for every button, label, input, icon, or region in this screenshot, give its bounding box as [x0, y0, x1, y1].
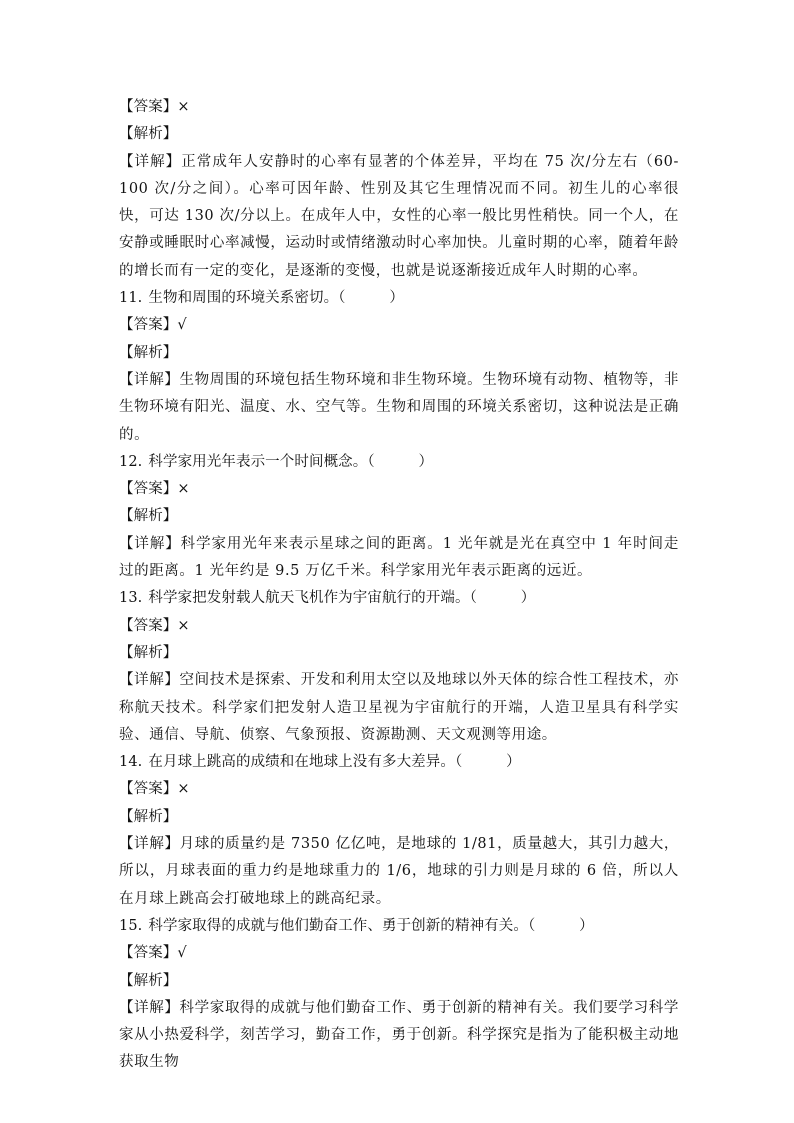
analysis-tag: 【解析】 — [119, 808, 178, 825]
analysis-tag: 【解析】 — [119, 508, 178, 525]
answer-line — [119, 940, 679, 967]
question-text: 科学家取得的成就与他们勤奋工作、勇于创新的精神有关。（ ） — [148, 917, 594, 934]
answer-line — [119, 613, 679, 640]
answer-value: × — [177, 481, 190, 498]
analysis-heading — [119, 503, 679, 530]
detail-tag: 【详解】 — [119, 672, 180, 689]
question-number: 12. — [119, 453, 143, 470]
question-number: 14. — [119, 754, 143, 771]
detail-paragraph — [119, 831, 679, 913]
detail-paragraph — [119, 149, 679, 285]
answer-tag: 【答案】 — [119, 481, 178, 498]
question-text: 科学家用光年表示一个时间概念。（ ） — [148, 453, 434, 470]
answer-value: √ — [177, 317, 187, 334]
analysis-heading — [119, 121, 679, 148]
answer-tag: 【答案】 — [119, 617, 178, 634]
question-line — [119, 749, 679, 776]
analysis-tag: 【解析】 — [119, 126, 178, 143]
analysis-heading — [119, 968, 679, 995]
question-text: 生物和周围的环境关系密切。（ ） — [148, 290, 404, 307]
document-content — [119, 94, 679, 1077]
question-text: 科学家把发射载人航天飞机作为宇宙航行的开端。（ ） — [148, 590, 536, 607]
answer-line — [119, 476, 679, 503]
detail-paragraph — [119, 531, 679, 586]
analysis-heading — [119, 340, 679, 367]
answer-value: × — [177, 781, 190, 798]
detail-text: 生物周围的环境包括生物环境和非生物环境。生物环境有动物、植物等，非生物环境有阳光、温度、水、空气等。生物和周围的环境关系密切，这种说法是正确的。 — [119, 371, 679, 443]
detail-tag: 【详解】 — [119, 371, 180, 388]
answer-value: × — [177, 99, 190, 115]
answer-tag: 【答案】 — [119, 99, 178, 115]
detail-text: 正常成年人安静时的心率有显著的个体差异，平均在 75 次/分左右（60-100 次/分之间）。心率可因年龄、性别及其它生理情况而不同。初生儿的心率很快，可达 130 次/分以上。在成年人中，女性的心率一般比男性稍快。同一个人，在安静或睡眠时心率减慢，运动时或情绪激动时心率加快。儿童时期的心率，随着年龄的增长而有一定的变化，是逐渐的变慢，也就是说逐渐接近成年人时期的心率。 — [119, 153, 679, 279]
question-number: 11. — [119, 290, 143, 307]
answer-line — [119, 94, 679, 121]
detail-text: 科学家取得的成就与他们勤奋工作、勇于创新的精神有关。我们要学习科学家从小热爱科学，刻苦学习，勤奋工作，勇于创新。科学探究是指为了能积极主动地获取生物 — [119, 999, 679, 1071]
question-line — [119, 585, 679, 612]
detail-paragraph — [119, 995, 679, 1077]
analysis-tag: 【解析】 — [119, 344, 178, 361]
question-number: 15. — [119, 917, 143, 934]
question-number: 13. — [119, 590, 143, 607]
question-line — [119, 913, 679, 940]
question-text: 在月球上跳高的成绩和在地球上没有多大差异。（ ） — [148, 754, 521, 771]
answer-value: √ — [177, 945, 187, 962]
answer-line — [119, 312, 679, 339]
detail-tag: 【详解】 — [119, 999, 180, 1016]
answer-value: × — [177, 617, 190, 634]
answer-tag: 【答案】 — [119, 945, 178, 962]
answer-line — [119, 776, 679, 803]
detail-paragraph — [119, 367, 679, 449]
detail-tag: 【详解】 — [119, 535, 181, 552]
answer-tag: 【答案】 — [119, 781, 178, 798]
question-line — [119, 449, 679, 476]
analysis-heading — [119, 640, 679, 667]
detail-tag: 【详解】 — [119, 836, 180, 853]
detail-paragraph — [119, 667, 679, 749]
analysis-tag: 【解析】 — [119, 644, 178, 661]
answer-tag: 【答案】 — [119, 317, 178, 334]
analysis-tag: 【解析】 — [119, 972, 178, 989]
detail-text: 空间技术是探索、开发和利用太空以及地球以外天体的综合性工程技术，亦称航天技术。科学家们把发射人造卫星视为宇宙航行的开端，人造卫星具有科学实验、通信、导航、侦察、气象预报、资源勘测、天文观测等用途。 — [119, 672, 679, 743]
analysis-heading — [119, 804, 679, 831]
detail-tag: 【详解】 — [119, 153, 182, 170]
detail-text: 科学家用光年来表示星球之间的距离。1 光年就是光在真空中 1 年时间走过的距离。1 光年约是 9.5 万亿千米。科学家用光年表示距离的远近。 — [119, 535, 680, 580]
question-line — [119, 285, 679, 312]
detail-text: 月球的质量约是 7350 亿亿吨，是地球的 1/81，质量越大，其引力越大，所以，月球表面的重力约是地球重力的 1/6，地球的引力则是月球的 6 倍，所以人在月球上跳高会打破地球上的跳高纪录。 — [119, 836, 679, 907]
